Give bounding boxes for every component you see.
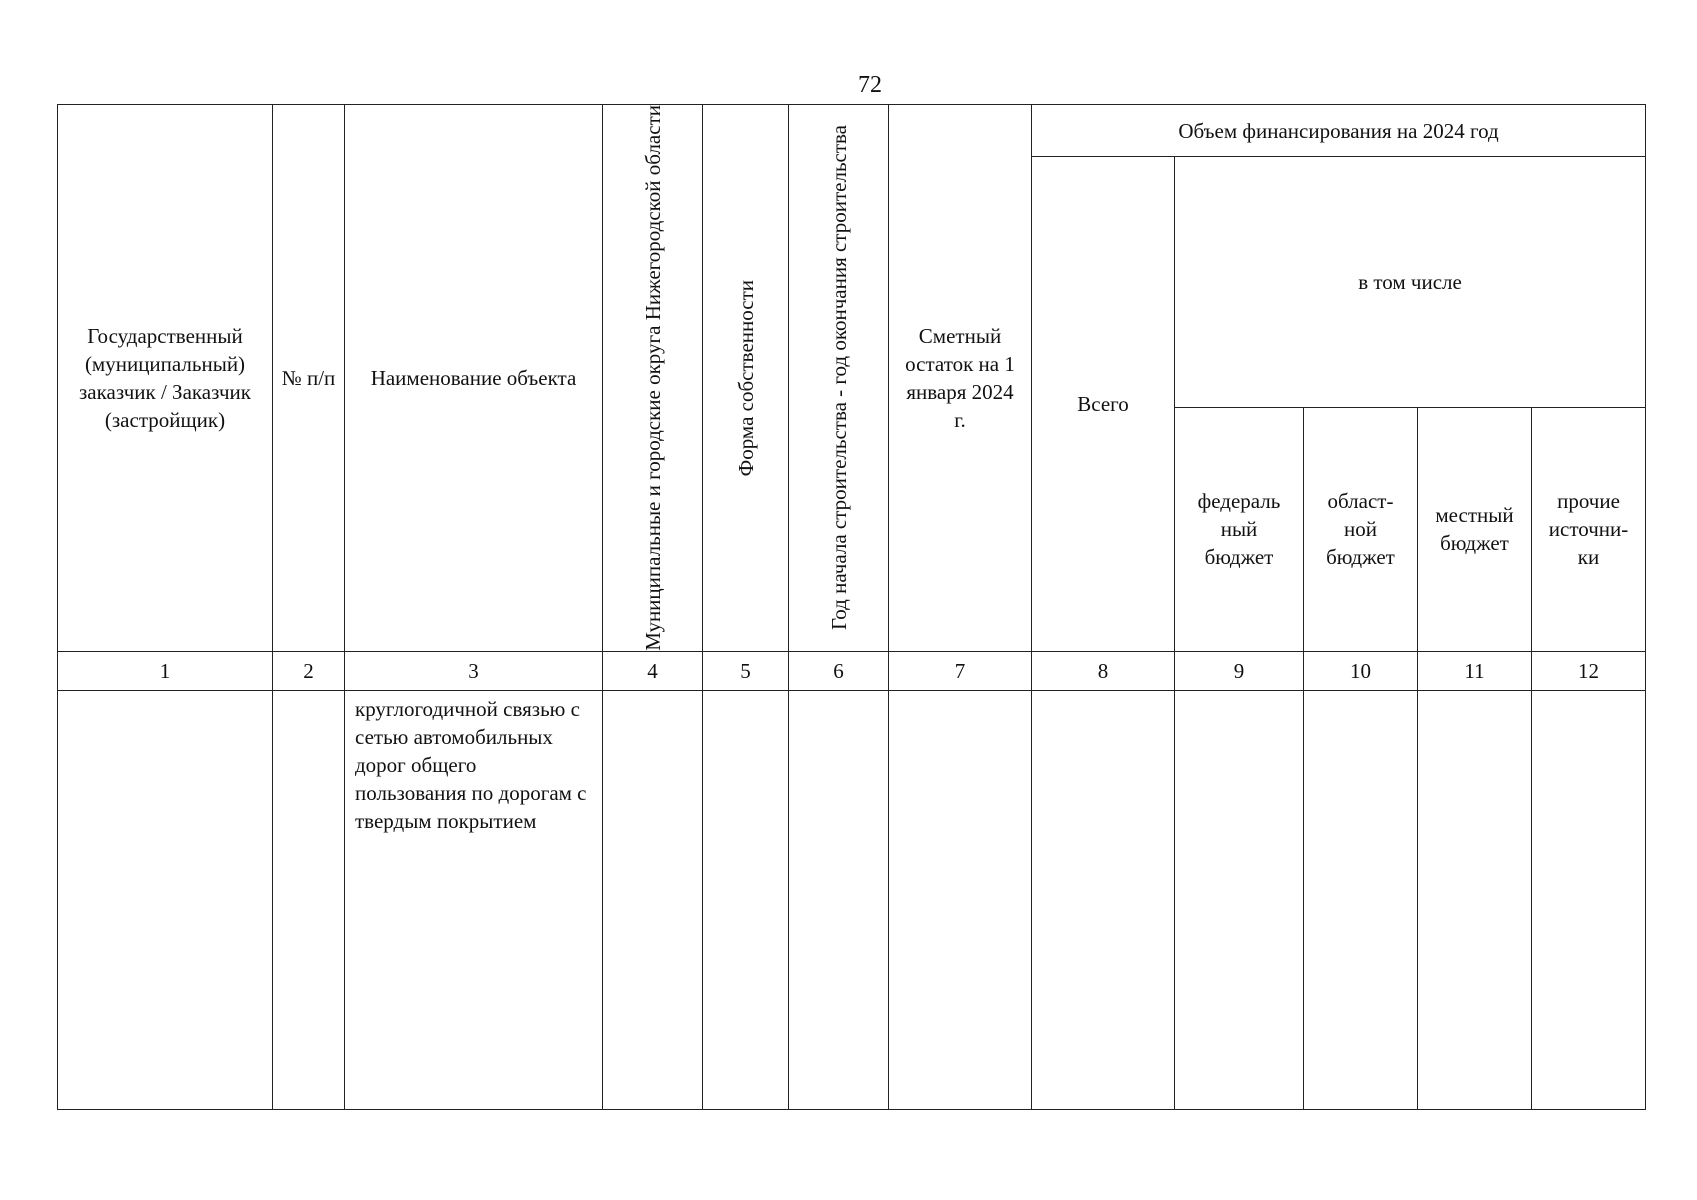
column-number: 7 (889, 651, 1032, 690)
financing-table (57, 104, 1646, 1110)
cell-local (1418, 690, 1532, 1109)
column-number: 2 (273, 651, 345, 690)
header-number: № п/п (273, 105, 345, 652)
column-number: 1 (58, 651, 273, 690)
header-municipal-cell (603, 105, 703, 652)
header-years-cell (789, 105, 889, 652)
column-number: 12 (1532, 651, 1646, 690)
table-row (58, 690, 1646, 1109)
page-number: 72 (858, 72, 882, 98)
column-number: 5 (703, 651, 789, 690)
header-ownership: Форма собственности (733, 279, 758, 477)
cell-total (1032, 690, 1175, 1109)
header-total: Всего (1032, 157, 1175, 652)
cell-regional (1304, 690, 1418, 1109)
cell-balance (889, 690, 1032, 1109)
column-number: 10 (1304, 651, 1418, 690)
cell-federal (1175, 690, 1304, 1109)
column-number: 3 (345, 651, 603, 690)
header-years: Год начала строительства - год окончания строительства (826, 125, 851, 631)
header-customer: Государственный (муниципальный) заказчик / Заказчик (застройщик) (58, 105, 273, 652)
cell-ownership (703, 690, 789, 1109)
column-number: 6 (789, 651, 889, 690)
cell-object-name: круглогодичной связью с сетью автомобильных дорог общего пользования по дорогам с твердым покрытием (345, 690, 603, 1109)
header-regional: област- ной бюджет (1304, 407, 1418, 651)
header-including: в том числе (1175, 157, 1646, 408)
cell-years (789, 690, 889, 1109)
column-number: 11 (1418, 651, 1532, 690)
column-number: 4 (603, 651, 703, 690)
header-balance: Сметный остаток на 1 января 2024 г. (889, 105, 1032, 652)
header-federal: федераль ный бюджет (1175, 407, 1304, 651)
column-number: 8 (1032, 651, 1175, 690)
header-ownership-cell (703, 105, 789, 652)
cell-other (1532, 690, 1646, 1109)
header-local: местный бюджет (1418, 407, 1532, 651)
header-object-name: Наименование объекта (345, 105, 603, 652)
column-number: 9 (1175, 651, 1304, 690)
cell-municipal (603, 690, 703, 1109)
cell-customer (58, 690, 273, 1109)
header-other: прочие источни- ки (1532, 407, 1646, 651)
header-municipal: Муниципальные и городские округа Нижегородской области (640, 105, 665, 651)
header-funding-group: Объем финансирования на 2024 год (1032, 105, 1646, 157)
cell-number (273, 690, 345, 1109)
